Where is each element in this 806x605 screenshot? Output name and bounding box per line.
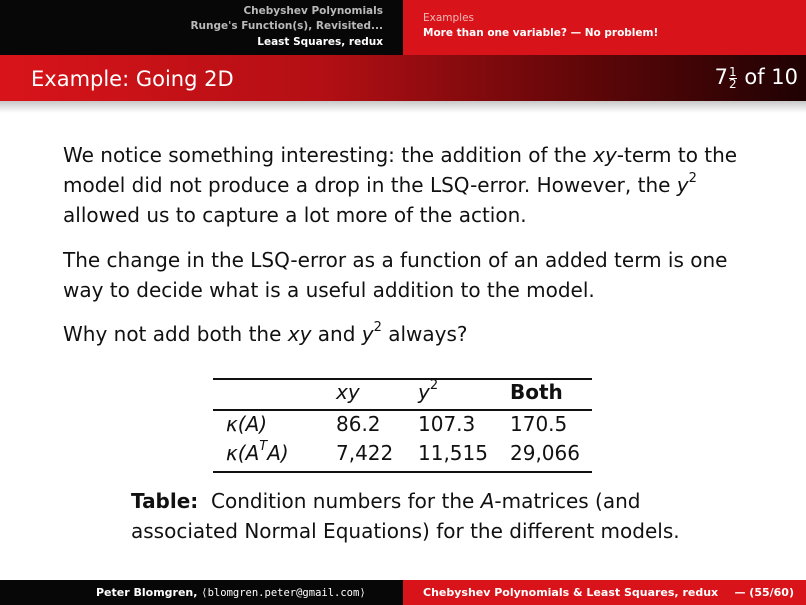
column-header-both: Both — [510, 380, 563, 404]
column-header-y-squared — [418, 380, 438, 404]
footer-email[interactable]: ⟨blomgren.peter@gmail.com⟩ — [201, 587, 366, 599]
footer-author-name: Peter Blomgren, — [96, 586, 202, 599]
frame-title-bar — [0, 55, 806, 101]
page-fraction-numerator: 1 — [729, 64, 737, 79]
row-label-kappa-a — [226, 412, 267, 436]
row1-label: κ(A) — [226, 412, 268, 436]
p1-math-y: y — [676, 173, 689, 197]
table-cell: 29,066 — [510, 441, 580, 465]
p3-math-xy: xy — [287, 322, 312, 346]
nav-sections-panel — [0, 0, 403, 55]
nav-section-least-squares[interactable]: Least Squares, redux — [257, 36, 383, 48]
footer-title-panel — [403, 580, 806, 605]
paragraph-question — [63, 319, 763, 349]
caption-text-a: Condition numbers for the — [198, 489, 481, 513]
row2-label-pre: κ(A — [226, 441, 260, 465]
nav-subsection-examples[interactable]: Examples — [423, 12, 475, 24]
p3-text-c: always? — [381, 322, 468, 346]
p3-text-b: and — [311, 322, 362, 346]
nav-section-chebyshev[interactable]: Chebyshev Polynomials — [243, 5, 383, 17]
page-whole: 7 — [714, 65, 729, 89]
footer-title[interactable]: Chebyshev Polynomials & Least Squares, redux — [423, 586, 719, 599]
caption-math-a: A — [480, 489, 495, 513]
p1-math-xy: xy — [593, 143, 617, 167]
caption-text-b: -matrices (and associated Normal Equations) for the different models. — [131, 489, 680, 543]
table-mid-rule — [213, 409, 592, 411]
p3-math-exponent: 2 — [373, 320, 382, 336]
table-cell: 170.5 — [510, 412, 568, 436]
p3-math-y: y — [361, 322, 374, 346]
row-label-kappa-ata — [226, 441, 289, 465]
p1-text-c: allowed us to capture a lot more of the action. — [63, 203, 527, 227]
table-bottom-rule — [213, 471, 592, 473]
title-bar-shadow — [0, 101, 806, 113]
paragraph-lsq-error: The change in the LSQ-error as a function of an added term is one way to decide what is a useful addition to the model. — [63, 248, 728, 302]
frame-title: Example: Going 2D — [31, 67, 234, 91]
table-cell: 11,515 — [418, 441, 488, 465]
nav-section-runge[interactable]: Runge's Function(s), Revisited... — [190, 20, 383, 32]
p1-text-b: -term to the model did not produce a drop in the LSQ-error. However, the — [63, 143, 738, 197]
table-cell: 86.2 — [336, 412, 381, 436]
p3-text-a: Why not add both the — [63, 322, 288, 346]
p1-math-exponent: 2 — [688, 171, 697, 187]
table-cell: 107.3 — [418, 412, 476, 436]
condition-number-table — [213, 378, 592, 474]
footer-author — [96, 586, 366, 599]
header-math-y: y — [418, 380, 430, 404]
row2-label-post: A) — [267, 441, 289, 465]
footer-author-panel — [0, 580, 403, 605]
frame-page-indicator — [715, 65, 798, 90]
row2-label-sup: T — [259, 439, 268, 455]
footer-slide-count: — (55/60) — [734, 586, 794, 599]
page-suffix: of 10 — [737, 65, 798, 89]
paragraph-observation — [63, 140, 763, 230]
table-cell: 7,422 — [336, 441, 394, 465]
column-header-xy: xy — [336, 380, 360, 404]
caption-label: Table: — [131, 489, 199, 513]
table-caption — [131, 486, 691, 546]
nav-subsection-more-variables[interactable]: More than one variable? — No problem! — [423, 27, 659, 39]
header-math-exponent: 2 — [429, 378, 439, 394]
nav-subsections-panel — [403, 0, 806, 55]
p1-text-a: We notice something interesting: the addition of the — [63, 143, 594, 167]
page-fraction-denominator: 2 — [729, 76, 737, 91]
